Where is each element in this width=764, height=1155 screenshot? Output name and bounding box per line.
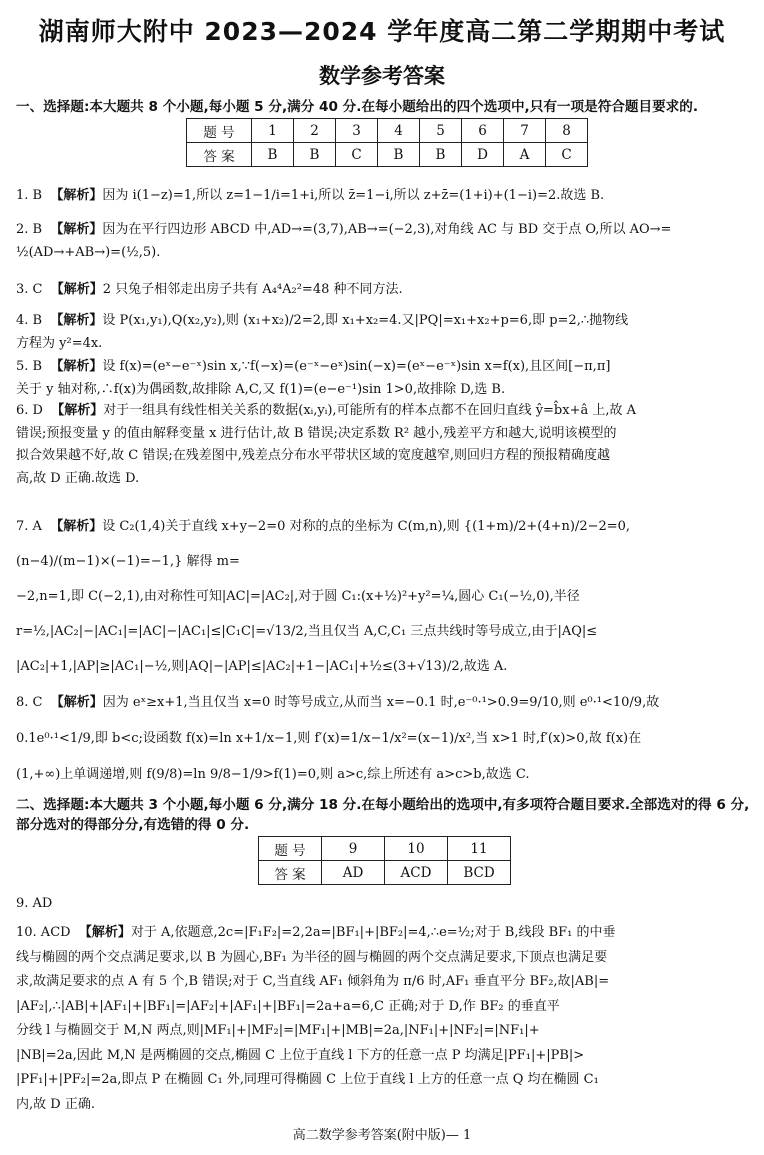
question-number: 3: [336, 119, 378, 143]
question-number: 1: [252, 119, 294, 143]
question-number: 8: [546, 119, 588, 143]
answer-cell: B: [252, 143, 294, 167]
section2-answer-table: [258, 836, 511, 885]
row-label-answer: 答 案: [187, 143, 252, 167]
section1-heading: 一、选择题:本大题共 8 个小题,每小题 5 分,满分 40 分.在每小题给出的四个选项中,只有一项是符合题目要求的.: [16, 99, 699, 115]
answer-cell: C: [336, 143, 378, 167]
answer-cell: B: [294, 143, 336, 167]
analysis-label: 【解析】: [51, 403, 104, 418]
answer-cell: C: [546, 143, 588, 167]
page-footer: 高二数学参考答案(附中版)— 1: [292, 1128, 472, 1143]
question-number: 5: [420, 119, 462, 143]
solution-q2: 2. B 【解析】因为在平行四边形 ABCD 中,AD→=(3,7),AB→=(−2,3),对角线 AC 与 BD 交于点 O,所以 AO→= ½(AD→+AB→)=(½,5).: [16, 222, 672, 260]
solution-q6: 6. D 【解析】对于一组具有线性相关关系的数据(xᵢ,yᵢ),可能所有的样本点都不在回归直线 ŷ=b̂x+â 上,故 A 错误;预报变量 y 的值由解释变量 x 进行估计,故 B 错误;决定系数 R² 越小,残差平方和越大,说明该模型的 拟合效果越不好,故 C 错误;在残差图中,残差点分布水平带状区域的宽度越窄,则回归方程的预报精确度越 高,故 D 正确.故选 D.: [16, 403, 637, 486]
row-label-answer: 答 案: [259, 861, 322, 885]
answer-cell: A: [504, 143, 546, 167]
analysis-label: 【解析】: [50, 519, 103, 534]
section2-heading: 二、选择题:本大题共 3 个小题,每小题 6 分,满分 18 分.在每小题给出的选项中,有多项符合题目要求.全部选对的得 6 分,部分选对的得部分分,有选错的得 0 分.: [16, 797, 750, 833]
row-label-number: 题 号: [259, 837, 322, 861]
question-number: 7: [504, 119, 546, 143]
solution-q7: 7. A 【解析】设 C₂(1,4)关于直线 x+y−2=0 对称的点的坐标为 C(m,n),则 {(1+m)/2+(4+n)/2−2=0, (n−4)/(m−1)×(−1)=−1,} 解得 m= −2,n=1,即 C(−2,1),由对称性可知|AC|=|AC₂|,对于圆 C₁:(x+½)²+y²=¼,圆心 C₁(−½,0),半径 r=½,|AC₂|−|AC₁|=|AC|−|AC₁|≤|C₁C|=√13/2,当且仅当 A,C,C₁ 三点共线时等号成立,由于|AQ|≤ |AC₂|+1,|AP|≥|AC₁|−½,则|AQ|−|AP|≤|AC₂|+1−|AC₁|+½≤(3+√13)/2,故选 A.: [16, 519, 631, 674]
question-number: 10: [385, 837, 448, 861]
question-number: 2: [294, 119, 336, 143]
analysis-label: 【解析】: [50, 188, 103, 203]
analysis-label: 【解析】: [50, 359, 103, 374]
question-number: 9: [322, 837, 385, 861]
table-row: [187, 143, 588, 167]
solution-q9: 9. AD: [16, 896, 53, 911]
solution-q5: 5. B 【解析】设 f(x)=(eˣ−e⁻ˣ)sin x,∵f(−x)=(e⁻ˣ−eˣ)sin(−x)=(eˣ−e⁻ˣ)sin x=f(x),且区间[−π,π] 关于 y 轴对称,∴f(x)为偶函数,故排除 A,C,又 f(1)=(e−e⁻¹)sin 1>0,故排除 D,选 B.: [16, 359, 611, 397]
analysis-label: 【解析】: [50, 222, 103, 237]
answer-cell: ACD: [385, 861, 448, 885]
answer-cell: B: [420, 143, 462, 167]
analysis-label: 【解析】: [50, 695, 103, 710]
answer-cell: B: [378, 143, 420, 167]
exam-title: 湖南师大附中 2023—2024 学年度高二第二学期期中考试: [38, 17, 726, 46]
section1-answer-table: [186, 118, 588, 167]
answer-subtitle: 数学参考答案: [319, 64, 445, 88]
solution-q4: 4. B 【解析】设 P(x₁,y₁),Q(x₂,y₂),则 (x₁+x₂)/2=2,即 x₁+x₂=4.又|PQ|=x₁+x₂+p=6,即 p=2,∴抛物线 方程为 y²=4x.: [16, 313, 629, 351]
answer-cell: D: [462, 143, 504, 167]
solution-q10: 10. ACD 【解析】对于 A,依题意,2c=|F₁F₂|=2,2a=|BF₁|+|BF₂|=4,∴e=½;对于 B,线段 BF₁ 的中垂 线与椭圆的两个交点满足要求,以 B 为圆心,BF₁ 为半径的圆与椭圆的两个交点满足要求,下顶点也满足要 求,故满足要求的点 A 有 5 个,B 错误;对于 C,当直线 AF₁ 倾斜角为 π/6 时,AF₁ 垂直平分 BF₂,故|AB|= |AF₂|,∴|AB|+|AF₁|+|BF₁|=|AF₂|+|AF₁|+|BF₁|=2a+a=6,C 正确;对于 D,作 BF₂ 的垂直平 分线 l 与椭圆交于 M,N 两点,则|MF₁|+|MF₂|=|MF₁|+|MB|=2a,|NF₁|+|NF₂|=|NF₁|+ |NB|=2a,因此 M,N 是两椭圆的交点,椭圆 C 上位于直线 l 下方的任意一点 P 均满足|PF₁|+|PB|> |PF₁|+|PF₂|=2a,即点 P 在椭圆 C₁ 外,同理可得椭圆 C 上位于直线 l 上方的任意一点 Q 均在椭圆 C₁ 内,故 D 正确.: [16, 925, 616, 1112]
question-number: 6: [462, 119, 504, 143]
solution-q3: 3. C 【解析】2 只兔子相邻走出房子共有 A₄⁴A₂²=48 种不同方法.: [16, 282, 403, 297]
solution-q8: 8. C 【解析】因为 eˣ≥x+1,当且仅当 x=0 时等号成立,从而当 x=−0.1 时,e⁻⁰·¹>0.9=9/10,则 e⁰·¹<10/9,故 0.1e⁰·¹<1/9,即 b<c;设函数 f(x)=ln x+1/x−1,则 f′(x)=1/x−1/x²=(x−1)/x²,当 x>1 时,f′(x)>0,故 f(x)在 (1,+∞)上单调递增,则 f(9/8)=ln 9/8−1/9>f(1)=0,则 a>c,综上所述有 a>c>b,故选 C.: [16, 695, 660, 782]
table-row: [259, 837, 511, 861]
question-number: 11: [448, 837, 511, 861]
table-row: [187, 119, 588, 143]
answer-cell: BCD: [448, 861, 511, 885]
question-number: 4: [378, 119, 420, 143]
analysis-label: 【解析】: [50, 313, 103, 328]
solution-q1: 1. B 【解析】因为 i(1−z)=1,所以 z=1−1/i=1+i,所以 z̄=1−i,所以 z+z̄=(1+i)+(1−i)=2.故选 B.: [16, 188, 605, 203]
table-row: [259, 861, 511, 885]
row-label-number: 题 号: [187, 119, 252, 143]
analysis-label: 【解析】: [50, 282, 103, 297]
analysis-label: 【解析】: [78, 925, 131, 940]
answer-cell: AD: [322, 861, 385, 885]
